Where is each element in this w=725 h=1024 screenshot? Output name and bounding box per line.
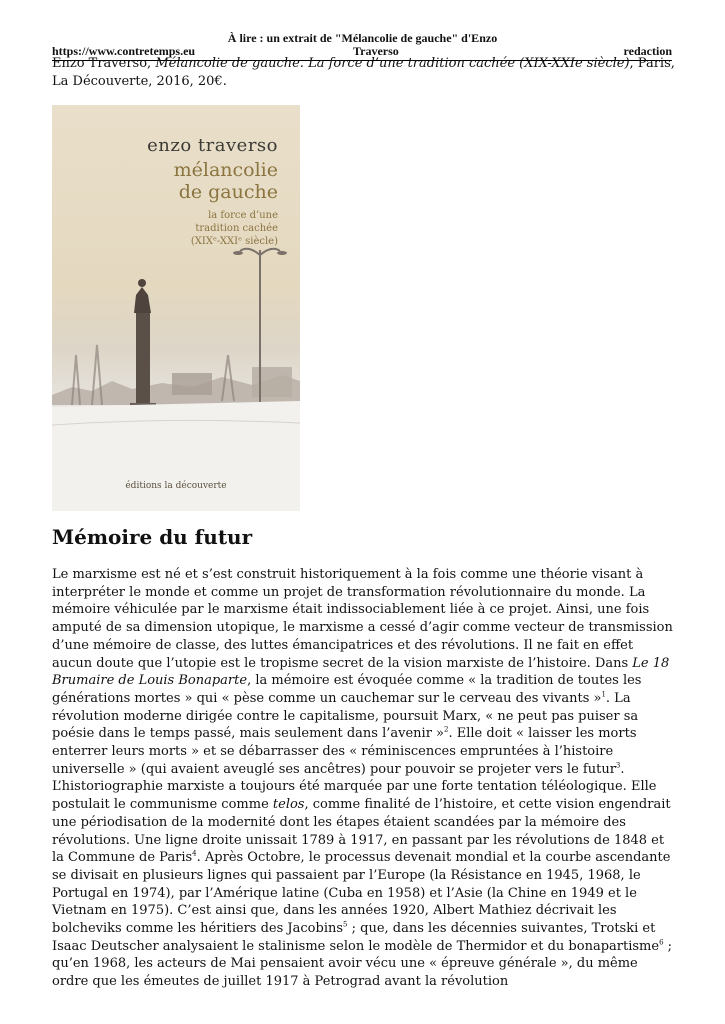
text-run: ; que, dans les décennies suivantes, Trotski et Isaac Deutscher analysaient le stalinisme selon le modèle de Thermidor et du bonapartisme (52, 921, 660, 954)
footnote-ref[interactable]: 6 (659, 938, 664, 947)
book-cover-image (52, 105, 300, 511)
header-section: redaction (623, 44, 672, 58)
text-run: . Elle doit « laisser les morts enterrer leurs morts » et se débarrasser des « réminiscences empruntées à l’histoire universelle » (qui avaient aveuglé ses ancêtres) pour pouvoir se projeter vers le futur (52, 726, 637, 777)
book-citation (52, 55, 677, 91)
cover-author: enzo traverso (147, 135, 278, 156)
book-title-reference: Le 18 Brumaire de Louis Bonaparte (52, 655, 670, 689)
header-author: Traverso (353, 44, 399, 58)
header-title: À lire : un extrait de "Mélancolie de gauche" d'Enzo (227, 31, 498, 45)
cover-title-line1: mélancolie (173, 159, 278, 181)
text-run: , comme finalité de l’histoire, et cette vision engendrait une périodisation de la modernité dont les étapes étaient scandées par la mémoire des révolutions. Une ligne droite unissait 1789 à 1917, en passant par les révolutions de 1848 et la Commune de Paris (52, 797, 671, 866)
text-run: ; qu’en 1968, les acteurs de Mai pensaient avoir vécu une « épreuve générale », du même ordre que les émeutes de juillet 1917 à Petrograd avant la révolution (52, 938, 673, 990)
cover-subtitle-line3: (XIXᵉ-XXIᵉ siècle) (190, 236, 278, 247)
text-run: . La révolution moderne dirigée contre le capitalisme, poursuit Marx, « ne peut pas puiser sa poésie dans le temps passé, mais seulement dans l’avenir » (52, 690, 639, 742)
footnote-ref[interactable]: 5 (343, 920, 348, 929)
cover-subtitle-line2: tradition cachée (195, 223, 278, 234)
citation-author: Enzo Traverso, (52, 56, 156, 71)
text-run: . Après Octobre, le processus devenait mondial et la courbe ascendante se divisait en plusieurs lignes qui passaient par l’Europe (la Résistance en 1945, 1968, le Portugal en 1974), par l’Amérique latine (Cuba en 1958) et l’Asie (la Chine en 1949 et le Vietnam en 1975). C’est ainsi que, dans les années 1920, Albert Mathiez décrivait les bolcheviks comme les héritiers des Jacobins (52, 850, 671, 937)
citation-title: Mélancolie de gauche. La force d’une tradition cachée (XIX-XXIe siècle) (155, 56, 630, 71)
cover-title-line2: de gauche (178, 181, 278, 203)
footnote-ref[interactable]: 1 (601, 690, 606, 699)
cover-publisher: éditions la découverte (125, 481, 227, 491)
body-paragraph (52, 566, 677, 991)
cover-subtitle-line1: la force d’une (208, 210, 278, 221)
footnote-ref[interactable]: 4 (192, 849, 197, 858)
section-heading: Mémoire du futur (52, 525, 253, 549)
footnote-ref[interactable]: 3 (615, 761, 621, 770)
header-url: https://www.contretemps.eu (52, 44, 196, 58)
citation-rest: , Paris, La Découverte, 2016, 20€. (52, 56, 675, 89)
text-run: , la mémoire est évoquée comme « la tradition de toutes les générations mortes » qui « pèse comme un cauchemar sur le cerveau des vivants » (52, 673, 642, 706)
text-run: Le marxisme est né et s’est construit historiquement à la fois comme une théorie visant à interpréter le monde et comme un projet de transformation révolutionnaire du monde. La mémoire véhiculée par le marxisme était indissociablement liée à ce projet. Ainsi, une fois amputé de sa dimension utopique, le marxisme a cessé d’agir comme vecteur de transmission d’une mémoire de classe, des luttes émancipatrices et des révolutions. Il ne fait en effet aucun doute que l’utopie est le tropisme secret de la vision marxiste de l’histoire. Dans (52, 567, 673, 671)
footnote-ref[interactable]: 2 (444, 726, 449, 734)
emphasis: telos (272, 797, 305, 813)
text-run: . L’historiographie marxiste a toujours été marquée par une forte tentation téléologique. Elle postulait le communisme comme (52, 761, 657, 813)
